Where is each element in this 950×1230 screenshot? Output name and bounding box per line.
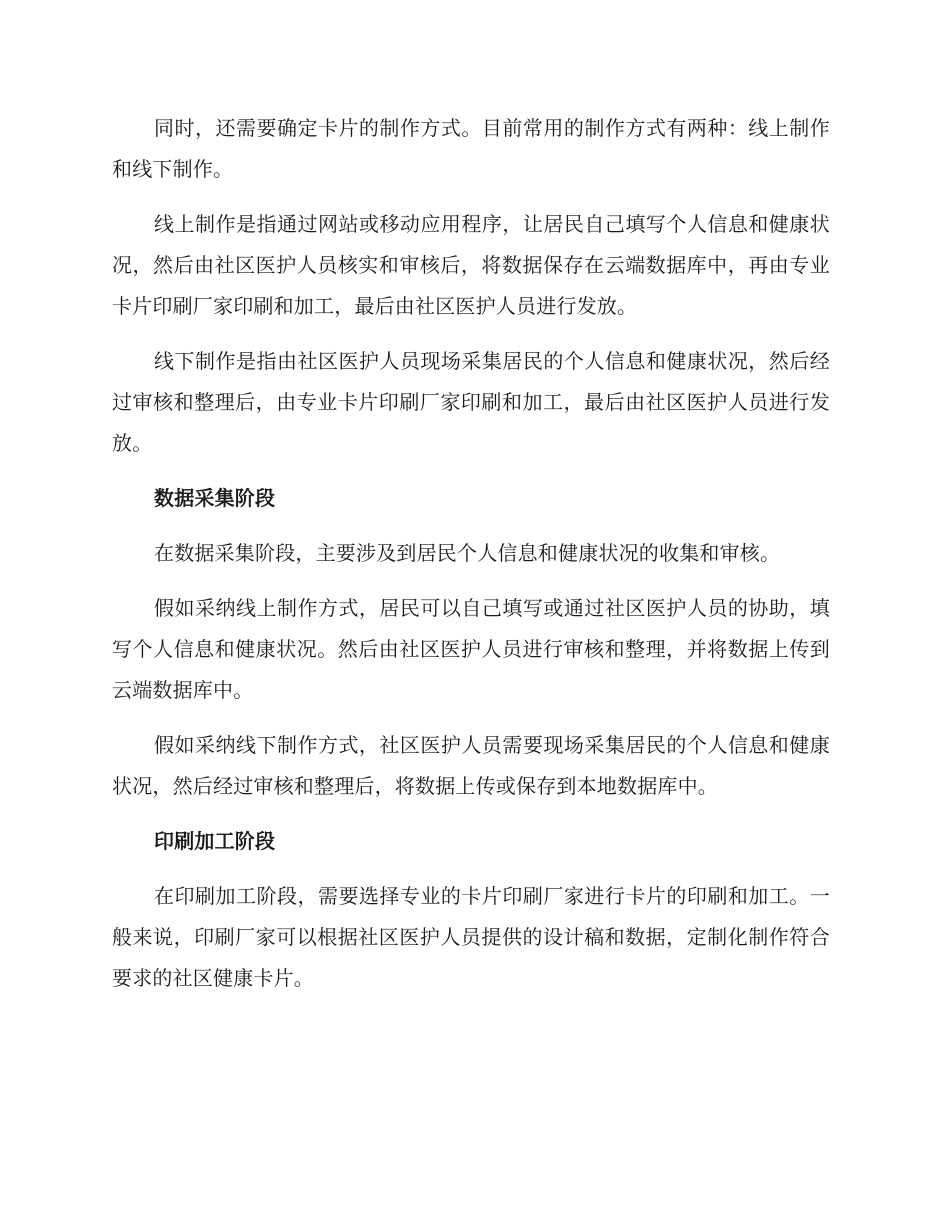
paragraph-data-collection-offline: 假如采纳线下制作方式，社区医护人员需要现场采集居民的个人信息和健康状况，然后经过审核和整理后，将数据上传或保存到本地数据库中。 <box>112 733 830 798</box>
heading-printing: 印刷加工阶段 <box>154 829 276 853</box>
heading-data-collection: 数据采集阶段 <box>154 486 276 510</box>
document-page <box>112 108 830 1013</box>
paragraph-data-collection-online: 假如采纳线上制作方式，居民可以自己填写或通过社区医护人员的协助，填写个人信息和健康状况。然后由社区医护人员进行审核和整理，并将数据上传到云端数据库中。 <box>112 596 830 702</box>
paragraph-online-production: 线上制作是指通过网站或移动应用程序，让居民自己填写个人信息和健康状况，然后由社区医护人员核实和审核后，将数据保存在云端数据库中，再由专业卡片印刷厂家印刷和加工，最后由社区医护人员进行发放。 <box>112 212 830 318</box>
paragraph-printing: 在印刷加工阶段，需要选择专业的卡片印刷厂家进行卡片的印刷和加工。一般来说，印刷厂家可以根据社区医护人员提供的设计稿和数据，定制化制作符合要求的社区健康卡片。 <box>112 884 830 990</box>
paragraph-production-method: 同时，还需要确定卡片的制作方式。目前常用的制作方式有两种：线上制作和线下制作。 <box>112 116 830 181</box>
paragraph-offline-production: 线下制作是指由社区医护人员现场采集居民的个人信息和健康状况，然后经过审核和整理后，由专业卡片印刷厂家印刷和加工，最后由社区医护人员进行发放。 <box>112 349 830 455</box>
paragraph-data-collection-intro: 在数据采集阶段，主要涉及到居民个人信息和健康状况的收集和审核。 <box>154 541 781 565</box>
